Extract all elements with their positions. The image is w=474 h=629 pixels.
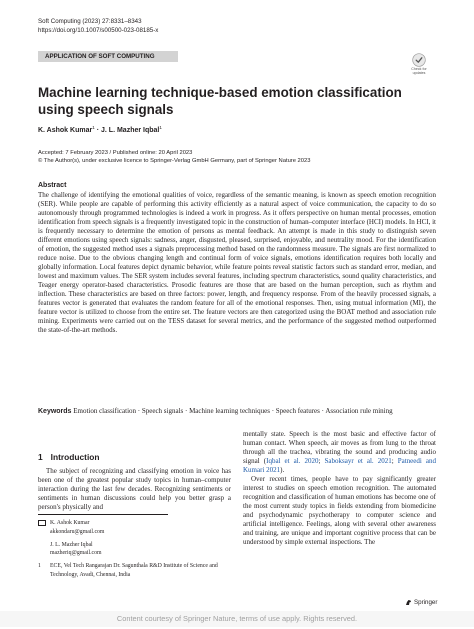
- author-list: [38, 125, 162, 134]
- journal-citation: Soft Computing (2023) 27:8331–8343: [38, 18, 142, 25]
- publication-dates: [38, 149, 310, 165]
- courtesy-notice: Content courtesy of Springer Nature, terms of use apply. Rights reserved.: [0, 611, 474, 627]
- section-heading-introduction: [38, 452, 100, 462]
- journal-header: [38, 17, 158, 35]
- abstract-heading: Abstract: [38, 182, 67, 189]
- affiliation-footnote-marker: 1: [38, 563, 41, 570]
- intro-paragraph-2: Over recent times, people have to pay significantly greater interest to studies on speech emotion recognition. The automated recognition and classification of human emotions has become one of the most current study topics in fields extending from biomedicine and psychodynamic psychotherapy to computer science and artificial intelligence. Feelings, along with several other awareness and training, are unique and important cognitive process that can be understood by simple external inspections. The: [243, 475, 436, 547]
- copyright-line: © The Author(s), under exclusive licence to Springer-Verlag GmbH Germany, part of Springer Nature 2023: [38, 158, 311, 164]
- check-updates-line1: Check for: [411, 67, 427, 71]
- author-name[interactable]: K. Ashok Kumar: [38, 127, 93, 134]
- accepted-published-dates: Accepted: 7 February 2023 / Published online: 20 April 2023: [38, 150, 193, 156]
- citation-separator: ;: [318, 457, 325, 466]
- citation-separator: ;: [391, 457, 398, 466]
- section-number: 1: [38, 452, 43, 462]
- abstract-text: The challenge of identifying the emotional qualities of voice, regardless of the semantic meaning, is known as speech emotion recognition (SER). While people are capable of performing this activity efficiently as a natural aspect of voice communication, the capacity to do so autonomously through programmed technologies is indeed a work in progress. As it offers perspective on human mental processes, emotion identification from speech signals is a frequently investigated topic in the construction of human–computer interface (HCI) models. In HCI, it is frequently necessary to determine the emotion of persons as mental feedback. An attempt is made in this study to distinguish seven different emotions using speech signals: sadness, anger, disgusted, pleased, surprised, enjoyable, and neutrality mood. For the identification of emotion, the suggested method uses a signals preprocessing method based on the randomness measure. The signals are first normalized to reduce noise. Due to the obvious changing length and continual form of voice signals, emotions identification requires both locally and globally information. Local features depict dynamic behavior, while feature points reveal statistic factors such as standard error, median, and lowest and maximum values. The SER system includes several features, including spectrum characteristics, sound quality characteristics, and Teager energy operator-based characteristics. Prosodic features are those that are based on the human perception, such as rhythm and inflection. These characteristics are based on three factors: power, length, and frequency response. From of the heavily processed signals, a features vector is generated that evaluates the random feature for all of the emotional responses. Then, using mutual information (MI), the feature vector is utilized to choose from the entire set. The feature vectors are then categorized using the BOAT method and association rule mining. Experiments were carried out on the TESS dataset for several metrics, and the performance of the suggested method outperformed the state-of-the-art methods.: [38, 191, 436, 334]
- keywords-list: Emotion classification · Speech signals · Machine learning techniques · Speech features · Association rule mining: [73, 407, 393, 415]
- affiliation-text: ECE, Vel Tech Rangarajan Dr. Sagunthala R&D Institute of Science and Technology, Avadi, Chennai, India: [50, 563, 218, 578]
- intro-paragraph-1: The subject of recognizing and classifying emotion in voice has been one of the greatest popular study topics in human–computer interaction during the last few decades. Recognizing sentiments or sentiments in human discussions could help you better grasp a person's physically and: [38, 467, 231, 512]
- article-title: Machine learning technique-based emotion classification using speech signals: [38, 85, 402, 117]
- keywords: [38, 406, 436, 417]
- envelope-icon: [38, 520, 46, 526]
- check-updates-line2: updates: [412, 71, 426, 76]
- paragraph-text: mentally state. Speech is the most basic and effective factor of human contact. When speech, air moves as from lung to the throat through all the trachea, vibrating the sound and producing audio signal (: [243, 430, 436, 466]
- section-title: Introduction: [50, 452, 100, 462]
- author-footnotes: [38, 519, 231, 579]
- author-separator: ·: [96, 127, 100, 134]
- author-name[interactable]: J. L. Mazher Iqbal: [101, 127, 160, 134]
- doi-link[interactable]: https://doi.org/10.1007/s00500-023-08185-x: [38, 27, 159, 35]
- affiliation-marker: 1: [159, 125, 162, 130]
- footnote-author-name: K. Ashok Kumar: [50, 520, 90, 526]
- affiliation-marker: 1: [92, 125, 95, 130]
- paragraph-text: ).: [280, 466, 285, 475]
- footnote-divider: [38, 514, 168, 515]
- citation-link[interactable]: Patneedi and Kumari 2021: [243, 457, 436, 475]
- citation-link[interactable]: Saboksayr et al. 2021: [324, 457, 392, 466]
- section-badge: APPLICATION OF SOFT COMPUTING: [38, 51, 178, 62]
- springer-logo: [405, 599, 437, 606]
- intro-paragraph-1-continued: [243, 430, 436, 475]
- publisher-name: Springer: [414, 599, 438, 606]
- footnote-author-name: J. L. Mazher Iqbal: [50, 541, 93, 548]
- springer-horse-icon: [405, 599, 412, 606]
- citation-link[interactable]: Iqbal et al. 2020: [266, 457, 319, 466]
- check-for-updates-badge[interactable]: [407, 53, 431, 75]
- keywords-label: Keywords: [38, 408, 72, 415]
- footnote-author-email[interactable]: akkondaru@gmail.com: [50, 528, 105, 535]
- check-updates-icon: [412, 53, 426, 67]
- footnote-author-email[interactable]: mazheriq@gmail.com: [50, 550, 102, 557]
